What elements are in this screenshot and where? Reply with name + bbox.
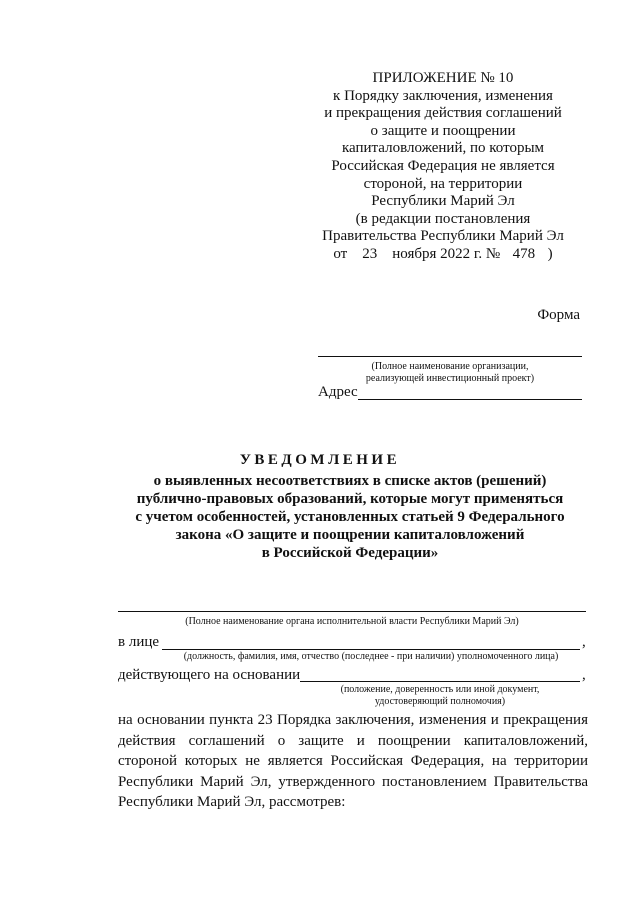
date-number: 478: [512, 245, 536, 262]
basis-caption: (положение, доверенность или иной документ, удостоверяющий полномочия): [340, 684, 540, 707]
representative-line[interactable]: [162, 649, 580, 650]
document-title: УВЕДОМЛЕНИЕ: [239, 452, 401, 468]
appendix-line: Российская Федерация не является: [331, 157, 555, 174]
date-close: ): [547, 245, 553, 262]
appendix-header: [300, 70, 586, 264]
comma: ,: [582, 667, 586, 683]
appendix-line: Республики Марий Эл: [371, 193, 515, 210]
appendix-line: Правительства Республики Марий Эл: [322, 228, 564, 245]
org-caption: (Полное наименование организации, реализующей инвестиционный проект): [365, 361, 535, 384]
appendix-line: капиталовложений, по которым: [341, 140, 545, 157]
paragraph-line: действия соглашений о защите и поощрении капиталовложений,: [118, 732, 588, 749]
authority-name-line[interactable]: [118, 611, 586, 612]
document-subtitle: о выявленных несоответствиях в списке актов (решений) публично-правовых образований, которые могут применяться с учетом особенностей, установленных статьей 9 Федерального закона «О защите и поощрении капиталовложений в Российской Федерации»: [135, 473, 565, 561]
comma: ,: [582, 634, 586, 650]
appendix-line: к Порядку заключения, изменения: [333, 87, 553, 104]
org-name-line[interactable]: [318, 356, 582, 357]
date-rest: ноября 2022 г. №: [392, 245, 501, 262]
appendix-line: (в редакции постановления: [355, 210, 531, 227]
body-paragraph: [118, 710, 588, 813]
person-caption: (должность, фамилия, имя, отчество (последнее - при наличии) уполномоченного лица): [183, 651, 559, 662]
address-line[interactable]: [358, 399, 582, 400]
paragraph-line: Республики Марий Эл, рассмотрев:: [118, 794, 346, 810]
acting-label: действующего на основании: [118, 667, 301, 683]
appendix-title: ПРИЛОЖЕНИЕ № 10: [372, 70, 514, 86]
authority-caption: (Полное наименование органа исполнительной власти Республики Марий Эл): [185, 616, 519, 627]
basis-line[interactable]: [300, 681, 580, 682]
paragraph-line: стороной которых не является Российская Федерация, на территории: [118, 753, 588, 769]
date-prefix: от: [333, 245, 348, 262]
date-day: 23: [362, 245, 378, 262]
paragraph-line: Республики Марий Эл, утвержденного постановлением Правительства: [118, 773, 588, 790]
appendix-line: стороной, на территории: [363, 175, 523, 192]
appendix-line: и прекращения действия соглашений: [324, 105, 562, 122]
form-label: Форма: [537, 307, 580, 323]
appendix-line: о защите и поощрении: [370, 122, 516, 139]
address-label: Адрес: [318, 384, 358, 400]
in-person-label: в лице: [118, 634, 160, 650]
appendix-date-line: [300, 246, 586, 264]
paragraph-line: на основании пункта 23 Порядка заключения, изменения и прекращения: [118, 712, 588, 728]
